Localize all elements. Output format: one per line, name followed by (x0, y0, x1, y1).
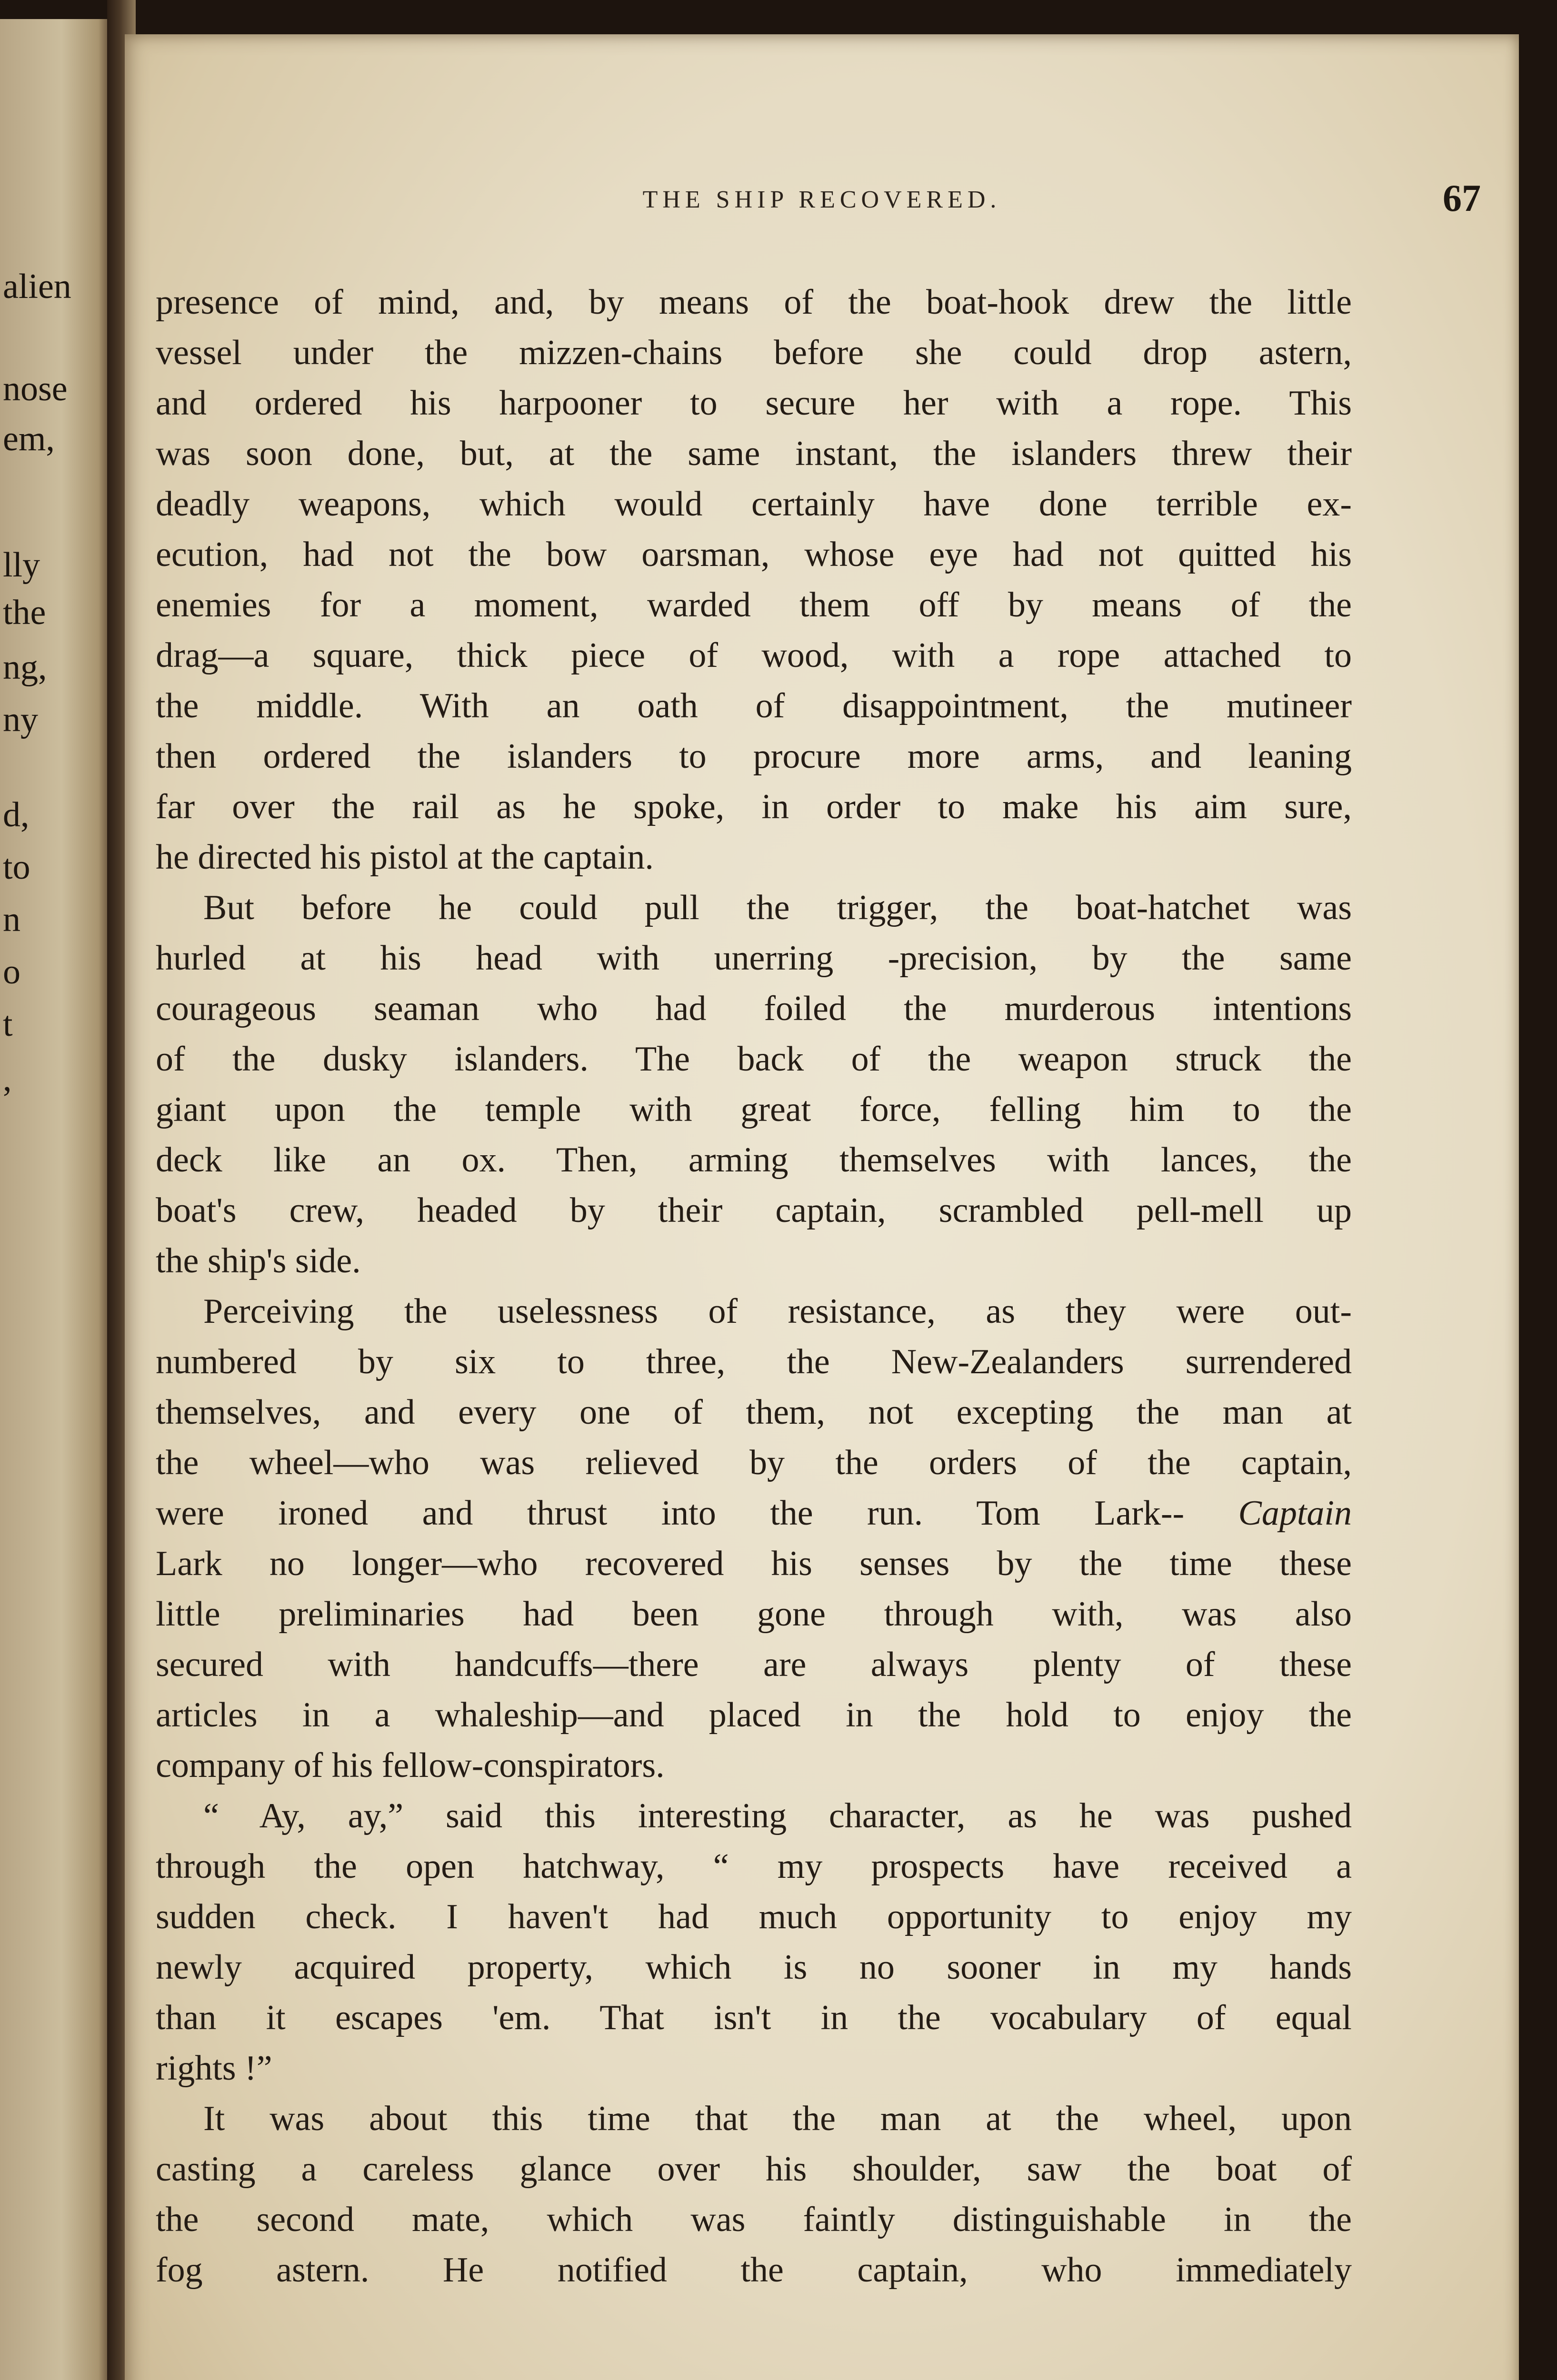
text-line: the second mate, which was faintly distinguishable in the (156, 2200, 1352, 2239)
text-line: deadly weapons, which would certainly have done terrible ex- (156, 485, 1352, 524)
facing-page-fragment: the (3, 593, 46, 632)
text-line-with-italic (156, 1488, 1352, 1538)
text-line: deck like an ox. Then, arming themselves with lances, the (156, 1140, 1352, 1180)
text-line: themselves, and every one of them, not excepting the man at (156, 1393, 1352, 1432)
text-line: company of his fellow-conspirators. (156, 1746, 665, 1785)
text-line: hurled at his head with unerring -precision, by the same (156, 939, 1352, 978)
text-line: secured with handcuffs—there are always plenty of these (156, 1645, 1352, 1684)
text-line: But before he could pull the trigger, the boat-hatchet was (203, 888, 1352, 927)
text-line: little preliminaries had been gone through with, was also (156, 1595, 1352, 1634)
page-number: 67 (1443, 178, 1481, 219)
text-line: drag—a square, thick piece of wood, with a rope attached to (156, 636, 1352, 675)
text-line: casting a careless glance over his shoulder, saw the boat of (156, 2150, 1352, 2189)
text-line: the middle. With an oath of disappointment, the mutineer (156, 686, 1352, 725)
facing-page-fragment: ny (3, 700, 38, 739)
text-line: sudden check. I haven't had much opportunity to enjoy my (156, 1897, 1352, 1936)
facing-page-fragment: alien (3, 267, 71, 306)
text-line: Lark no longer—who recovered his senses by the time these (156, 1544, 1352, 1583)
text-line: It was about this time that the man at the wheel, upon (203, 2099, 1352, 2138)
text-line: he directed his pistol at the captain. (156, 838, 654, 877)
text-line: newly acquired property, which is no sooner in my hands (156, 1948, 1352, 1987)
text-line: vessel under the mizzen-chains before she could drop astern, (156, 333, 1352, 372)
text-line: enemies for a moment, warded them off by means of the (156, 585, 1352, 625)
text-line: rights !” (156, 2049, 272, 2088)
text-line: of the dusky islanders. The back of the weapon struck the (156, 1040, 1352, 1079)
facing-page-fragment: t (3, 1005, 13, 1044)
facing-page-fragment: n (3, 900, 20, 939)
facing-page-fragment: to (3, 848, 30, 887)
facing-page-fragment: o (3, 952, 20, 992)
text-line: through the open hatchway, “ my prospects have received a (156, 1847, 1352, 1886)
text-line: than it escapes 'em. That isn't in the vocabulary of equal (156, 1998, 1352, 2037)
text-line: then ordered the islanders to procure more arms, and leaning (156, 737, 1352, 776)
text-line: giant upon the temple with great force, felling him to the (156, 1090, 1352, 1129)
text-line: the ship's side. (156, 1241, 361, 1280)
facing-page-fragment: em, (3, 419, 55, 458)
text-line: articles in a whaleship—and placed in the hold to enjoy the (156, 1696, 1352, 1735)
running-head (125, 178, 1519, 233)
running-title: THE SHIP RECOVERED. (642, 186, 1001, 213)
text-line: was soon done, but, at the same instant, the islanders threw their (156, 434, 1352, 473)
body-text (156, 277, 1352, 2295)
text-line: Perceiving the uselessness of resistance, as they were out- (203, 1292, 1352, 1331)
text-line: the wheel—who was relieved by the orders of the captain, (156, 1443, 1352, 1482)
facing-page-fragment: ng, (3, 648, 47, 687)
text-line: far over the rail as he spoke, in order to make his aim sure, (156, 787, 1352, 826)
text-line: “ Ay, ay,” said this interesting character, as he was pushed (203, 1796, 1352, 1835)
text-line: ecution, had not the bow oarsman, whose eye had not quitted his (156, 535, 1352, 574)
text-line: boat's crew, headed by their captain, scrambled pell-mell up (156, 1191, 1352, 1230)
facing-page-fragment: lly (3, 545, 40, 585)
text-line: courageous seaman who had foiled the murderous intentions (156, 989, 1352, 1028)
italic-word: Captain (1238, 1494, 1352, 1533)
facing-page-fragment: , (3, 1060, 12, 1099)
text-line: and ordered his harpooner to secure her with a rope. This (156, 384, 1352, 423)
book-page (125, 34, 1519, 2380)
facing-page-edge (0, 19, 112, 2380)
text-line: presence of mind, and, by means of the boat-hook drew the little (156, 283, 1352, 322)
text-line-segment: were ironed and thrust into the run. Tom Lark-- (156, 1494, 1238, 1533)
facing-page-fragment: nose (3, 369, 68, 408)
text-line: fog astern. He notified the captain, who immediately (156, 2251, 1352, 2290)
text-line: numbered by six to three, the New-Zealanders surrendered (156, 1342, 1352, 1381)
facing-page-fragment: d, (3, 795, 30, 834)
